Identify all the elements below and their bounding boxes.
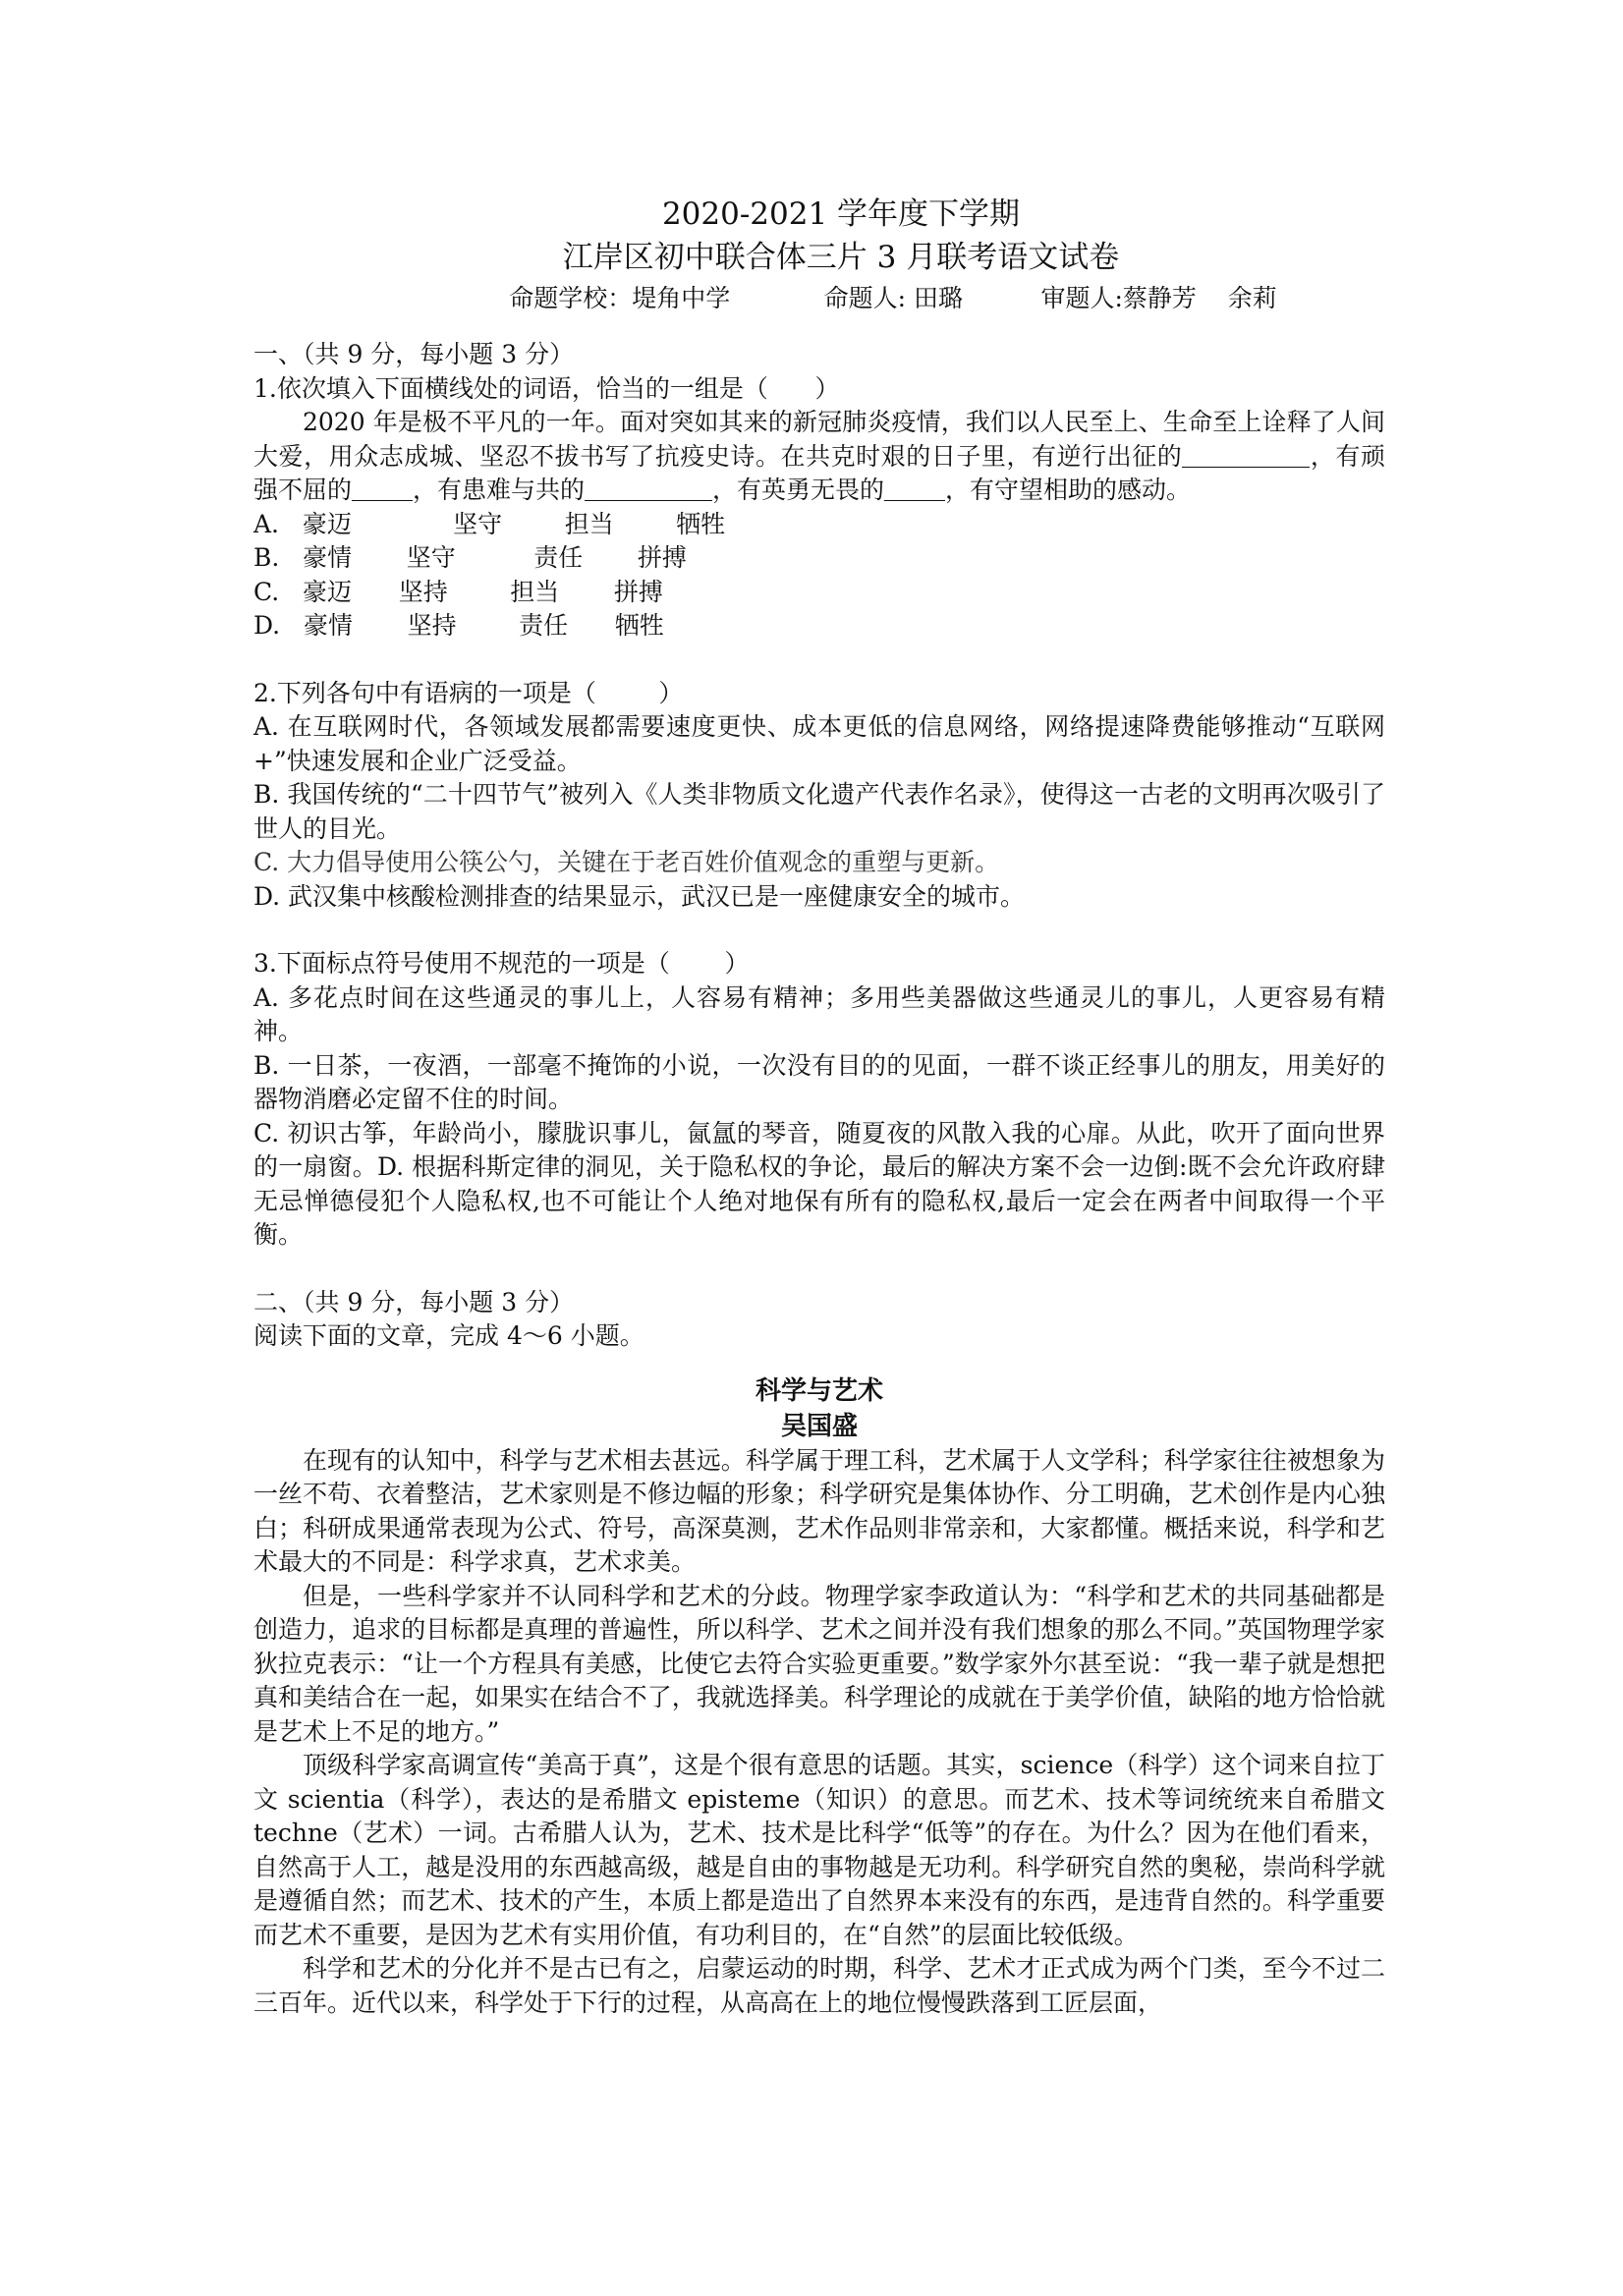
setter-school: 命题学校：堤角中学 — [509, 284, 731, 312]
article-paragraph: 但是，一些科学家并不认同科学和艺术的分歧。物理学家李政道认为：“科学和艺术的共同基础都是创造力，追求的目标都是真理的普遍性，所以科学、艺术之间并没有我们想象的那么不同。”英国物理学家狄拉克表示：“让一个方程具有美感，比使它去符合实验更重要。”数学家外尔甚至说：“我一辈子就是想把真和美结合在一起，如果实在结合不了，我就选择美。科学理论的成就在于美学价值，缺陷的地方恰恰就是艺术上不足的地方。” — [253, 1581, 1385, 1746]
article-title: 科学与艺术 — [755, 1375, 883, 1406]
article-paragraph: 顶级科学家高调宣传“美高于真”，这是个很有意思的话题。其实，science（科学）这个词来自拉丁文 scientia（科学），表达的是希腊文 episteme（知识）的意思。而艺术、技术等词统统来自希腊文 techne（艺术）一词。古希腊人认为，艺术、技术是比科学“低等”的存在。为什么？因为在他们看来，自然高于人工，越是没用的东西越高级，越是自由的事物越是无功利。科学研究自然的奥秘，崇尚科学就是遵循自然；而艺术、技术的产生，本质上都是造出了自然界本来没有的东西，是违背自然的。科学重要而艺术不重要，是因为艺术有实用价值，有功利目的，在“自然”的层面比较低级。 — [253, 1751, 1385, 1949]
q1-option-c: C. 豪迈 坚持 担当 拼搏 — [253, 577, 663, 606]
q2-option-c: C. 大力倡导使用公筷公勺，关键在于老百姓价值观念的重塑与更新。 — [253, 848, 1000, 876]
q1-option-b: B. 豪情 坚守 责任 拼搏 — [253, 543, 687, 572]
q3-option-a: A. 多花点时间在这些通灵的事儿上，人容易有精神；多用些美器做这些通灵儿的事儿，人更容易有精神。 — [253, 982, 1385, 1045]
section1-heading: 一、（共 9 分，每小题 3 分） — [253, 340, 575, 368]
q3-option-b: B. 一日茶，一夜酒，一部毫不掩饰的小说，一次没有目的的见面，一群不谈正经事儿的朋友，用美好的器物消磨必定留不住的时间。 — [253, 1050, 1385, 1113]
q1-blank-2 — [352, 476, 413, 501]
section2-heading: 二、（共 9 分，每小题 3 分） — [253, 1287, 575, 1316]
q1-passage: 2020 年是极不平凡的一年。面对突如其来的新冠肺炎疫情，我们以人民至上、生命至上诠释了人间大爱，用众志成城、坚忍不拔书写了抗疫史诗。在共克时艰的日子里，有逆行出征的 ，有顽强不屈的 ，有患难与共的 ，有英勇无畏的 ，有守望相助的感动。 — [253, 408, 1385, 504]
q2-option-b: B. 我国传统的“二十四节气”被列入《人类非物质文化遗产代表作名录》，使得这一古老的文明再次吸引了世人的目光。 — [253, 780, 1385, 843]
article-paragraph: 科学和艺术的分化并不是古已有之，启蒙运动的时期，科学、艺术才正式成为两个门类，至今不过二三百年。近代以来，科学处于下行的过程，从高高在上的地位慢慢跌落到工匠层面， — [253, 1954, 1385, 2017]
q2-option-a: A. 在互联网时代，各领域发展都需要速度更快、成本更低的信息网络，网络提速降费能够推动“互联网+”快速发展和企业广泛受益。 — [253, 712, 1385, 775]
exam-credits — [253, 279, 1385, 318]
q1-stem: 1.依次填入下面横线处的词语，恰当的一组是（ ） — [253, 373, 840, 403]
section2-intro: 阅读下面的文章，完成 4～6 小题。 — [253, 1321, 644, 1350]
q3-stem: 3.下面标点符号使用不规范的一项是（ ） — [253, 949, 750, 978]
q2-stem: 2.下列各句中有语病的一项是（ ） — [253, 678, 684, 707]
q1-option-a: A. 豪迈 坚守 担当 牺牲 — [253, 509, 726, 538]
exam-page — [253, 193, 1385, 2020]
q1-option-d: D. 豪情 坚持 责任 牺牲 — [253, 611, 664, 640]
article-paragraph: 在现有的认知中，科学与艺术相去甚远。科学属于理工科，艺术属于人文学科；科学家往往被想象为一丝不苟、衣着整洁，艺术家则是不修边幅的形象；科学研究是集体协作、分工明确，艺术创作是内心独白；科研成果通常表现为公式、符号，高深莫测，艺术作品则非常亲和，大家都懂。概括来说，科学和艺术最大的不同是：科学求真，艺术求美。 — [253, 1445, 1385, 1576]
setter-name: 命题人: 田璐 — [823, 284, 964, 312]
q1-blank-4 — [884, 476, 945, 501]
article-author: 吴国盛 — [780, 1411, 858, 1441]
q2-option-d: D. 武汉集中核酸检测排查的结果显示，武汉已是一座健康安全的城市。 — [253, 881, 1026, 911]
exam-main-title: 江岸区初中联合体三片 3 月联考语文试卷 — [562, 240, 1120, 275]
exam-term-title: 2020-2021 学年度下学期 — [661, 196, 1021, 232]
q1-blank-3 — [585, 476, 712, 501]
q1-blank-1 — [1182, 442, 1310, 468]
q3-option-cd: C. 初识古筝，年龄尚小，朦胧识事儿，氤氲的琴音，随夏夜的风散入我的心扉。从此，吹开了面向世界的一扇窗。D. 根据科斯定律的洞见，关于隐私权的争论，最后的解决方案不会一边倒:既不会允许政府肆无忌惮德侵犯个人隐私权,也不可能让个人绝对地保有所有的隐私权,最后一定会在两者中间取得一个平衡。 — [253, 1118, 1385, 1249]
reviewer-names: 审题人:蔡静芳 余莉 — [1040, 284, 1277, 312]
